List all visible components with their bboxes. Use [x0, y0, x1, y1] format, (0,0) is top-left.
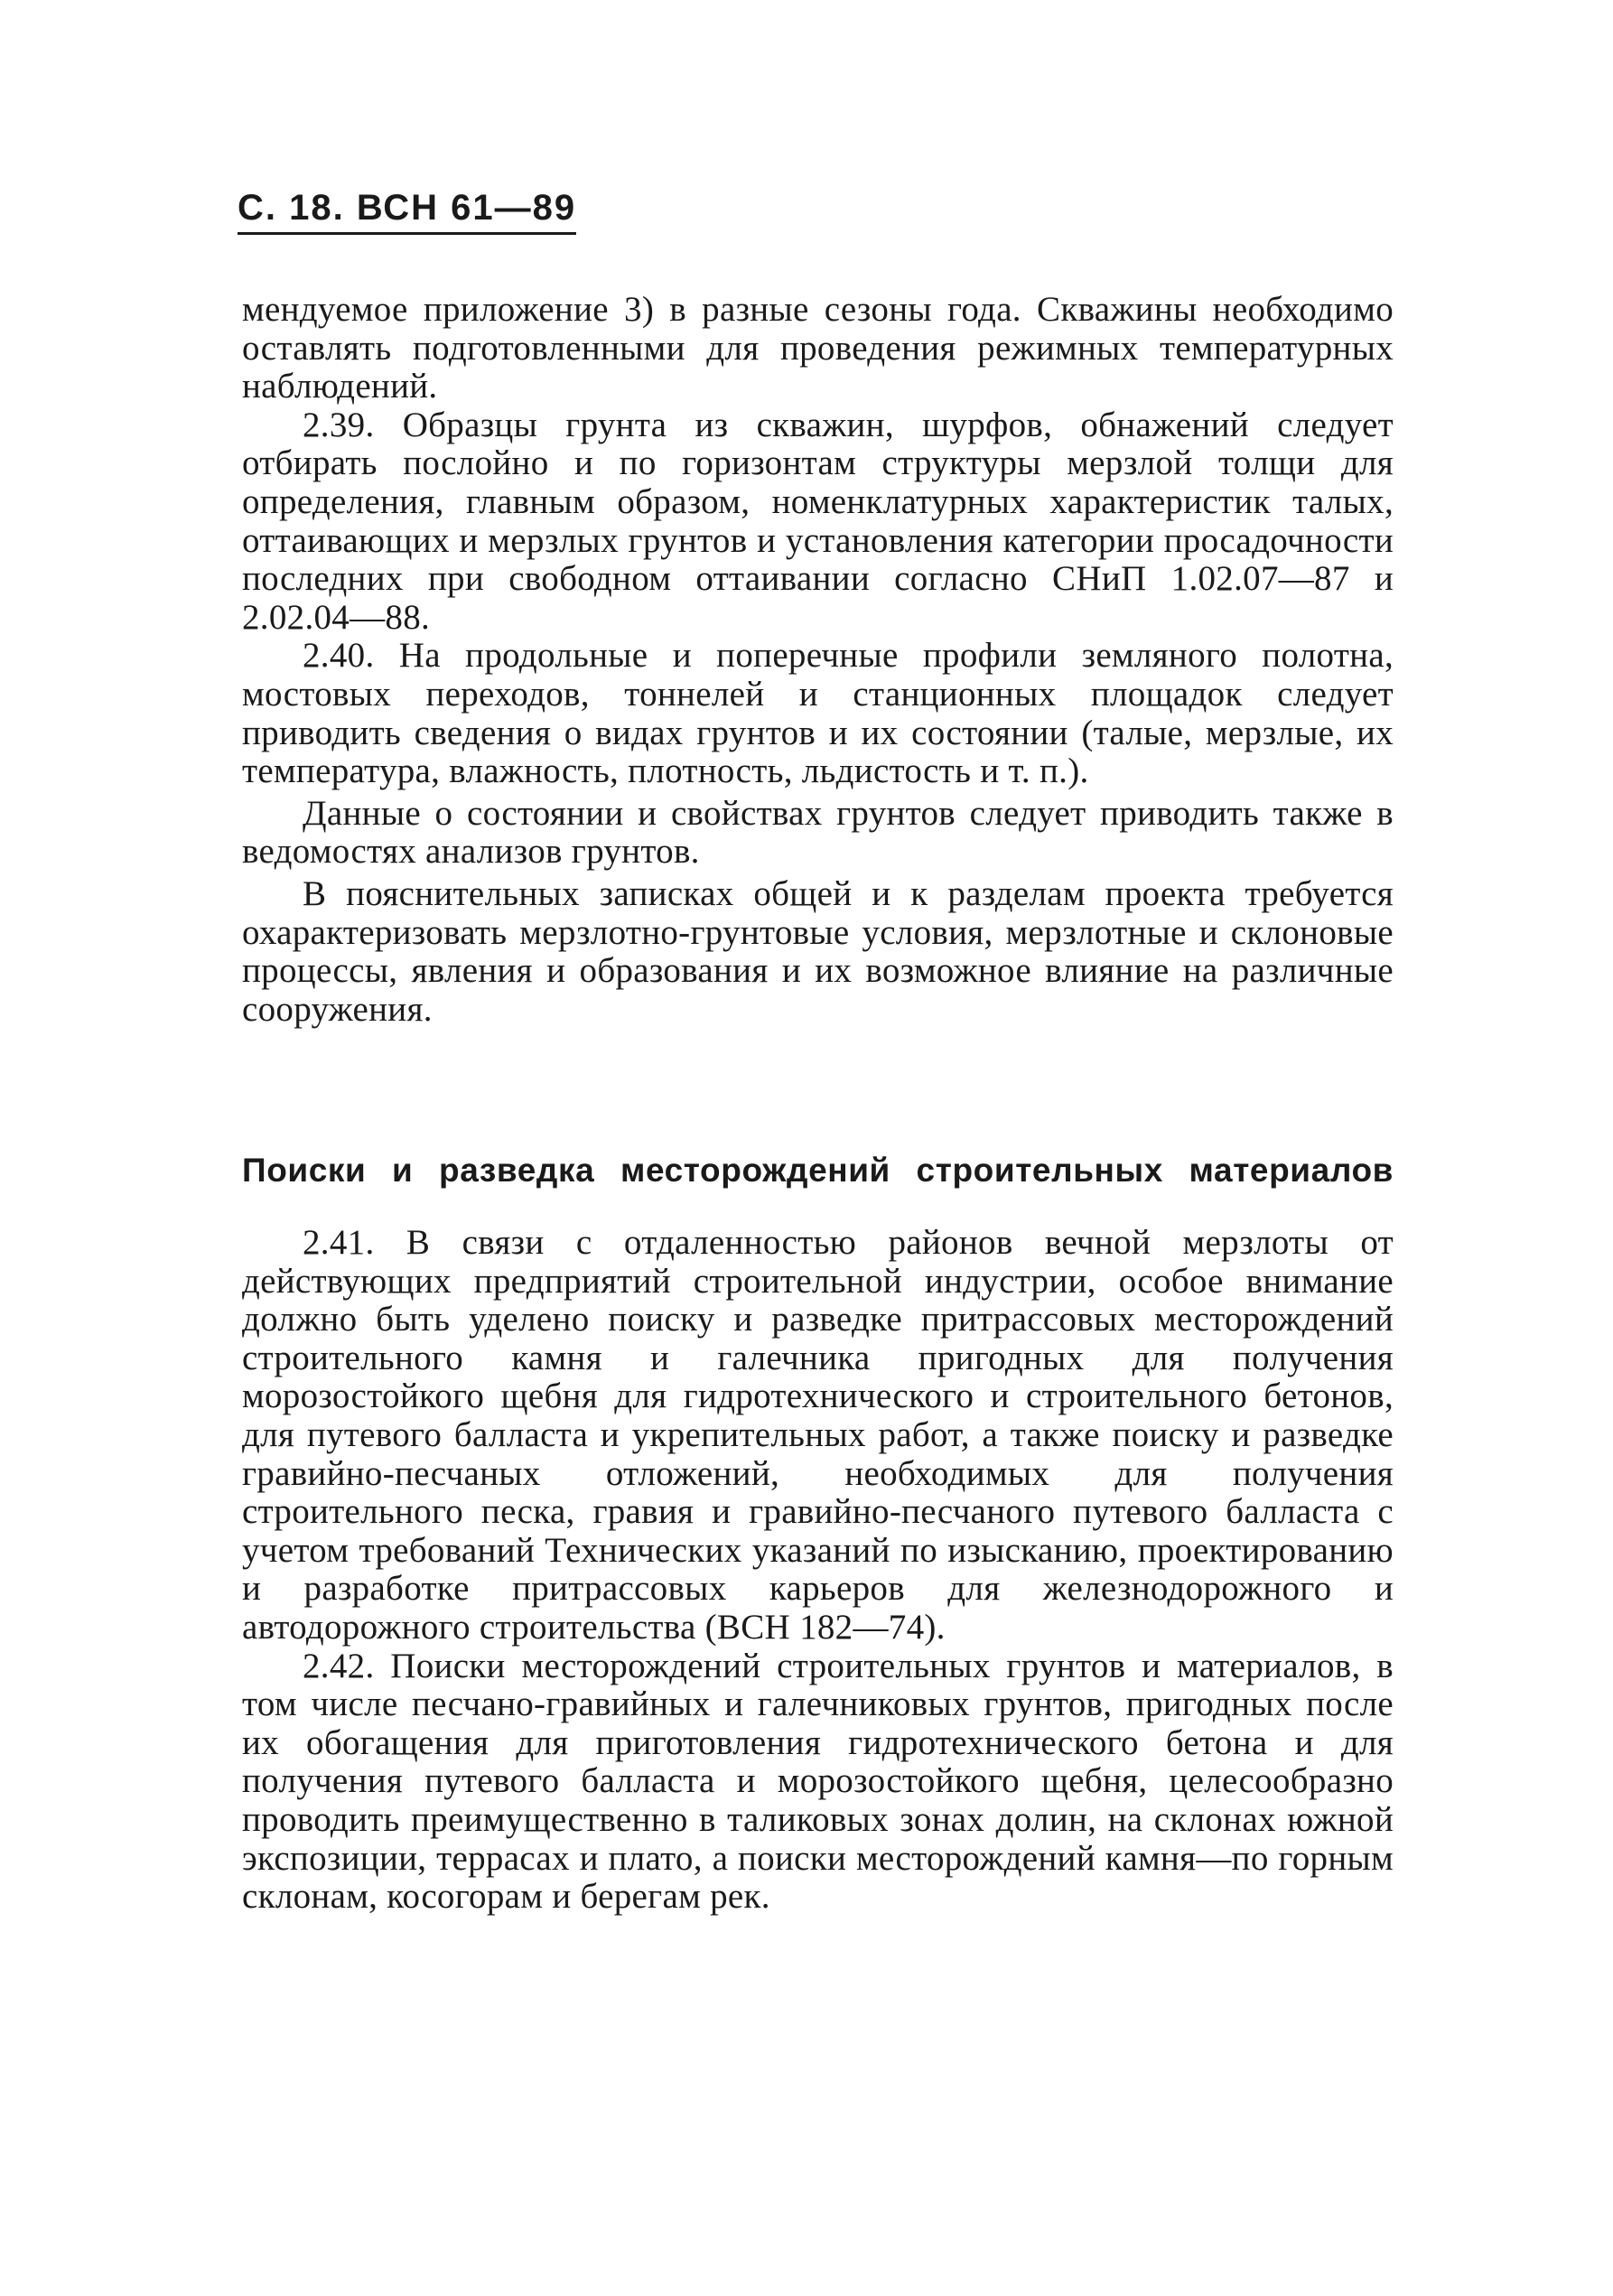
paragraph: 2.40. На продольные и поперечные профили земляного полотна, мостовых переходов, тоннелей и станционных площадок следует приводить сведения о видах грунтов и их состоянии (талые, мерзлые, их температура, влажность, плотность, льдистость и т. п.). — [242, 636, 1394, 791]
paragraph: В пояснительных записках общей и к разделам проекта требуется охарактеризовать мерзлотно-грунтовые условия, мерзлотные и склоновые процессы, явления и образования и их возможное влияние на различные сооружения. — [242, 873, 1394, 1029]
page-header: С. 18. ВСН 61—89 — [238, 188, 576, 235]
paragraph: Данные о состоянии и свойствах грунтов следует приводить также в ведомостях анализов грунтов. — [242, 793, 1394, 872]
paragraph: 2.41. В связи с отдаленностью районов вечной мерзлоты от действующих предприятий строительной индустрии, особое внимание должно быть уделено поиску и разведке притрассовых месторождений строительного камня и галечника пригодных для получения морозостойкого щебня для гидротехнического и строительного бетонов, для путевого балласта и укрепительных работ, а также поиску и разведке гравийно-песчаных отложений, необходимых для получения строительного песка, гравия и гравийно-песчаного путевого балласта с учетом требований Технических указаний по изысканию, проектированию и разработке притрассовых карьеров для железнодорожного и автодорожного строительства (ВСН 182—74). — [242, 1223, 1394, 1647]
text-block-bottom — [242, 1224, 1394, 1917]
paragraph: 2.42. Поиски месторождений строительных грунтов и материалов, в том числе песчано-гравийных и галечниковых грунтов, пригодных после их обогащения для приготовления гидротехнического бетона и для получения путевого балласта и морозостойкого щебня, целесообразно проводить преимущественно в таликовых зонах долин, на склонах южной экспозиции, террасах и плато, а поиски месторождений камня—по горным склонам, косогорам и берегам рек. — [242, 1646, 1394, 1917]
text-block-top — [242, 291, 1394, 1029]
section-heading: Поиски и разведка месторождений строительных материалов — [242, 1152, 1394, 1189]
paragraph: мендуемое приложение 3) в разные сезоны года. Скважины необходимо оставлять подготовленными для проведения режимных температурных наблюдений. — [242, 290, 1394, 406]
paragraph: 2.39. Образцы грунта из скважин, шурфов, обнажений следует отбирать послойно и по горизонтам структуры мерзлой толщи для определения, главным образом, номенклатурных характеристик талых, оттаивающих и мерзлых грунтов и установления категории просадочности последних при свободном оттаивании согласно СНиП 1.02.07—87 и 2.02.04—88. — [242, 405, 1394, 637]
